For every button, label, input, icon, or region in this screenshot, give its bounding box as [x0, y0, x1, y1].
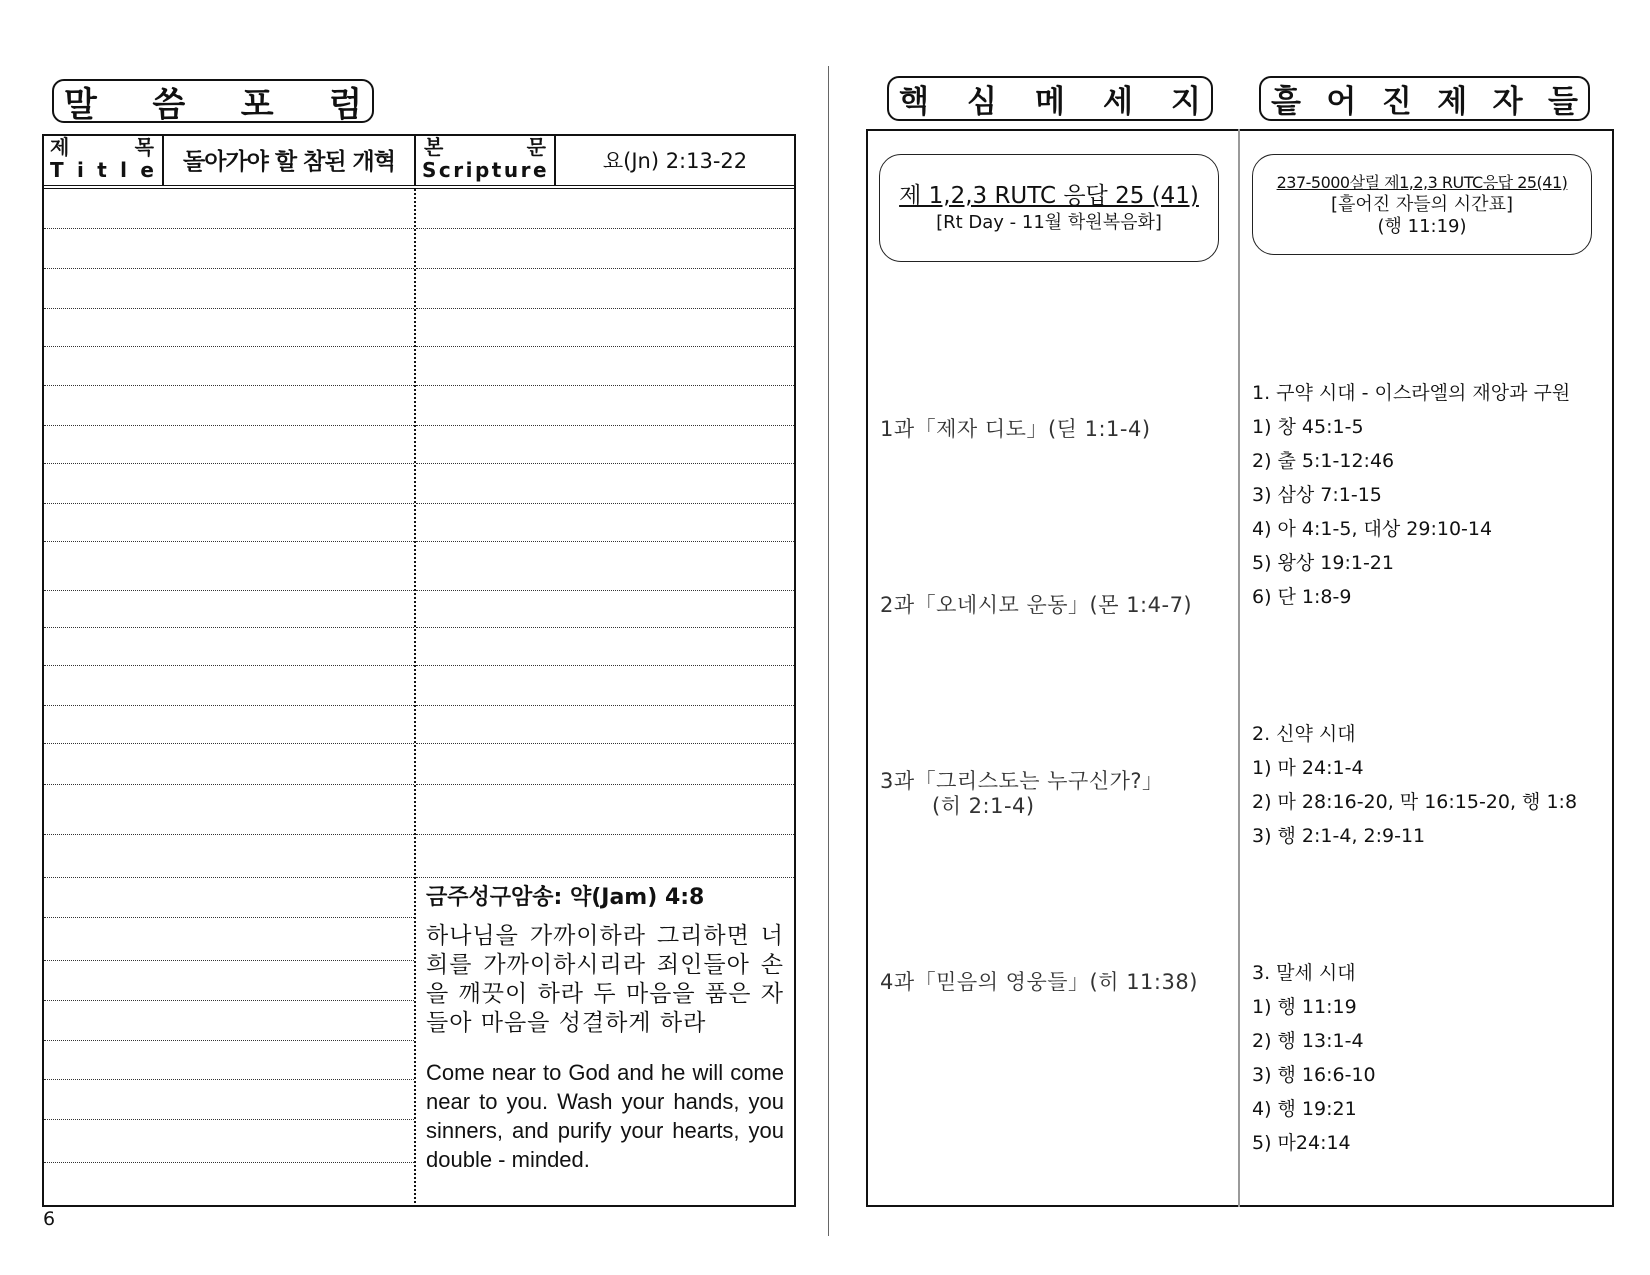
title-label-en: i [77, 158, 84, 182]
notes-table-frame [42, 134, 796, 1207]
scripture-label-cell [416, 134, 556, 185]
title-label-cell [42, 134, 164, 185]
title-char: 씀 [152, 84, 186, 125]
notes-table-header [42, 134, 796, 189]
list-item: 3) 행 2:1-4, 2:9-11 [1252, 825, 1426, 847]
core-box-line1: 제 1,2,3 RUTC 응답 25 (41) [899, 183, 1199, 209]
note-line [416, 834, 794, 835]
title-char: 핵 [899, 84, 929, 120]
note-line [44, 541, 414, 542]
note-line [416, 385, 794, 386]
memory-verse-label: 금주성구암송: 약(Jam) 4:8 [426, 885, 705, 910]
list-item: 4) 행 19:21 [1252, 1098, 1357, 1120]
title-char: 포 [240, 84, 274, 125]
sermon-forum-title-box [52, 79, 374, 123]
list-item: 3) 행 16:6-10 [1252, 1064, 1376, 1086]
note-line [44, 917, 414, 918]
title-char: 어 [1326, 84, 1357, 120]
title-char: 말 [64, 84, 97, 125]
note-line [44, 503, 414, 504]
note-line [44, 743, 414, 744]
core-message-box [879, 154, 1219, 262]
note-line [44, 705, 414, 706]
note-line [44, 1119, 414, 1120]
section-heading: 2. 신약 시대 [1252, 723, 1356, 745]
lesson-3-reference: (히 2:1-4) [932, 794, 1035, 818]
column-divider [1238, 129, 1240, 1207]
note-line [416, 268, 794, 269]
note-line [44, 590, 414, 591]
list-item: 5) 왕상 19:1-21 [1252, 552, 1394, 574]
note-line [44, 385, 414, 386]
title-char: 제 [1437, 84, 1468, 120]
title-label-en: e [140, 158, 154, 182]
new-testament-section [1252, 717, 1577, 853]
title-label-ko: 목 [134, 135, 154, 159]
list-item: 6) 단 1:8-9 [1252, 586, 1352, 608]
note-line [44, 308, 414, 309]
title-char: 진 [1381, 84, 1412, 120]
note-line [416, 665, 794, 666]
note-line [44, 1162, 414, 1163]
title-label-en: l [120, 158, 128, 182]
core-box-line2: [Rt Day - 11월 학원복음화] [936, 212, 1162, 233]
scripture-label-ko: 문 [526, 135, 546, 159]
title-char: 세 [1103, 84, 1133, 120]
list-item: 5) 마24:14 [1252, 1132, 1351, 1154]
scattered-disciples-title-box [1259, 76, 1590, 121]
note-line [416, 705, 794, 706]
column-divider [414, 189, 416, 1207]
list-item: 2) 출 5:1-12:46 [1252, 450, 1395, 472]
scattered-timetable-box [1252, 154, 1592, 255]
page-number: 6 [43, 1208, 56, 1230]
note-line [416, 590, 794, 591]
scripture-label-ko: 본 [424, 135, 444, 159]
note-line [416, 627, 794, 628]
note-line [416, 784, 794, 785]
note-line [44, 877, 414, 878]
title-label-ko: 제 [50, 135, 70, 159]
message-table-frame [866, 129, 1614, 1207]
list-item: 1) 창 45:1-5 [1252, 416, 1364, 438]
note-line [44, 1000, 414, 1001]
scattered-box-line1: 237-5000살릴 제1,2,3 RUTC응답 25(41) [1276, 172, 1568, 192]
note-line [44, 268, 414, 269]
scripture-value: 요(Jn) 2:13-22 [602, 148, 748, 173]
section-heading: 3. 말세 시대 [1252, 962, 1356, 984]
list-item: 4) 아 4:1-5, 대상 29:10-14 [1252, 518, 1493, 540]
sermon-title-value: 돌아가야 할 참된 개혁 [164, 134, 416, 185]
note-line [416, 743, 794, 744]
note-line [44, 834, 414, 835]
title-label-en: t [97, 158, 107, 182]
scripture-label-en: Scripture [422, 158, 550, 182]
section-heading: 1. 구약 시대 - 이스라엘의 재앙과 구원 [1252, 382, 1571, 404]
title-char: 흩 [1271, 84, 1301, 120]
lesson-4: 4과「믿음의 영웅들」(히 11:38) [880, 970, 1198, 994]
note-line [416, 503, 794, 504]
note-line [416, 463, 794, 464]
note-line [44, 1040, 414, 1041]
list-item: 2) 행 13:1-4 [1252, 1030, 1364, 1052]
page-gutter [828, 66, 829, 1236]
note-line [416, 541, 794, 542]
list-item: 2) 마 28:16-20, 막 16:15-20, 행 1:8 [1252, 791, 1578, 813]
title-char: 들 [1548, 84, 1578, 120]
scattered-box-line2: [흩어진 자들의 시간표] [1331, 193, 1513, 215]
note-line [44, 627, 414, 628]
note-line [416, 228, 794, 229]
note-line [416, 425, 794, 426]
note-line [44, 425, 414, 426]
lesson-3: 3과「그리스도는 누구신가?」 [880, 769, 1164, 793]
core-message-title-box [887, 76, 1213, 121]
scattered-box-line3: (행 11:19) [1377, 215, 1467, 237]
end-times-section [1252, 956, 1376, 1160]
title-char: 자 [1492, 84, 1523, 120]
memory-verse-korean: 하나님을 가까이하라 그리하면 너희를 가까이하시리라 죄인들아 손을 깨끗이 하라 두 마음을 품은 자들아 마음을 성결하게 하라 [426, 923, 784, 1036]
note-line [44, 784, 414, 785]
note-line [416, 308, 794, 309]
lesson-2: 2과「오네시모 운동」(몬 1:4-7) [880, 593, 1193, 617]
title-char: 럼 [329, 84, 362, 125]
note-line [44, 346, 414, 347]
list-item: 3) 삼상 7:1-15 [1252, 484, 1382, 506]
title-char: 심 [967, 84, 997, 120]
old-testament-section [1252, 376, 1570, 614]
note-line [44, 1079, 414, 1080]
memory-verse-english: Come near to God and he will come near to you. Wash your hands, you sinners, and purify your hearts, you double - minded. [426, 1060, 784, 1172]
note-line [44, 463, 414, 464]
list-item: 1) 행 11:19 [1252, 996, 1357, 1018]
title-label-en: T [50, 158, 64, 182]
note-line [44, 665, 414, 666]
list-item: 1) 마 24:1-4 [1252, 757, 1364, 779]
title-char: 메 [1035, 84, 1065, 120]
note-line [44, 960, 414, 961]
note-line [416, 346, 794, 347]
title-char: 지 [1171, 84, 1201, 120]
note-line [44, 228, 414, 229]
note-line [416, 877, 794, 878]
lesson-1: 1과「제자 디도」(딛 1:1-4) [880, 417, 1151, 441]
